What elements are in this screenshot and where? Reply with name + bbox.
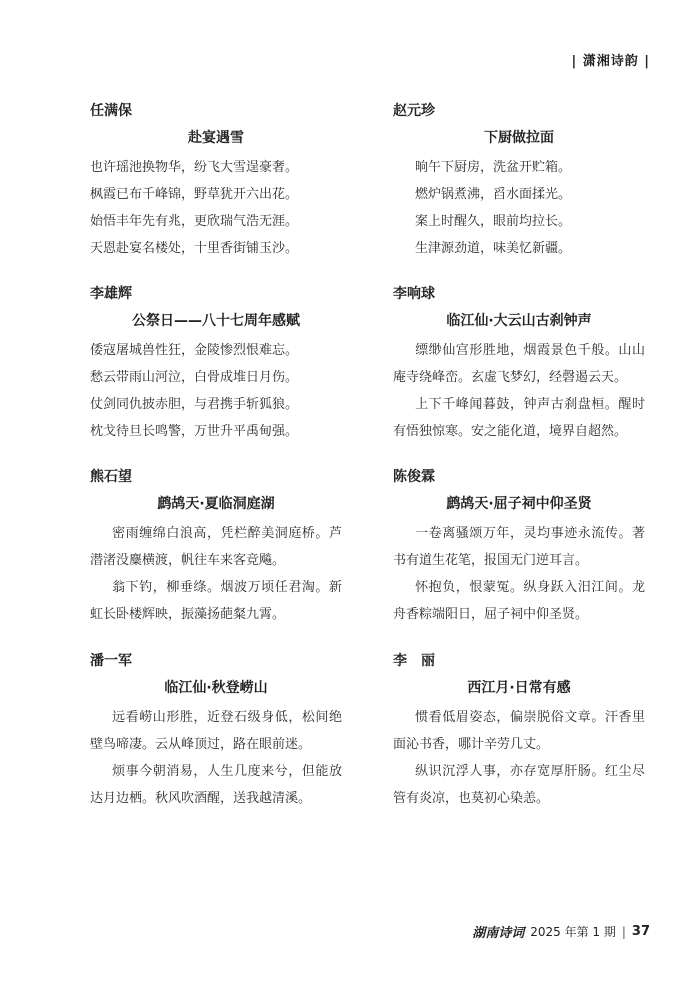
footer-divider: | (621, 924, 626, 939)
poem (90, 283, 342, 445)
poem-line: 仗剑同仇披赤胆，与君携手斩狐狼。 (90, 397, 299, 412)
poem-author: 赵元珍 (393, 103, 435, 119)
poem (393, 466, 645, 628)
poem-title: 鹧鸪天·屈子祠中仰圣贤 (446, 496, 592, 512)
poem-title: 临江仙·大云山古刹钟声 (446, 313, 592, 329)
poem-title: 鹧鸪天·夏临洞庭湖 (157, 496, 275, 512)
poem-line: 枕戈待旦长鸣警，万世升平禹甸强。 (90, 424, 299, 439)
poem (90, 100, 342, 262)
poem-author: 陈俊霖 (393, 469, 435, 485)
poem-line: 天恩赴宴名楼处，十里香街铺玉沙。 (90, 241, 299, 256)
poem-title: 西江月·日常有感 (467, 680, 571, 696)
poem-author: 李响球 (393, 286, 435, 302)
magazine-logo: 湖南诗词 (472, 926, 525, 941)
poem-author: 李雄辉 (90, 286, 132, 302)
page-footer (472, 922, 650, 941)
poem (90, 466, 342, 628)
poem-stanza: 翁下钓，柳垂绦。烟波万顷任君淘。新虹长卧楼辉映，振藻扬葩粲九霄。 (90, 580, 342, 622)
poem-line: 也许瑶池换物华，纷飞大雪逞豪奢。 (90, 160, 299, 175)
poem-author: 任满保 (90, 103, 132, 119)
poem-author: 熊石望 (90, 469, 132, 485)
poem-line: 晌午下厨房，洗盆开贮箱。 (415, 160, 572, 175)
poem-stanza: 纵识沉浮人事，亦存宽厚肝肠。红尘尽管有炎凉，也莫初心染恙。 (393, 764, 645, 806)
poem-author: 潘一军 (90, 653, 132, 669)
poem-stanza: 烦事今朝消易，人生几度来兮，但能放达月边栖。秋风吹酒醒，送我越清溪。 (90, 764, 342, 806)
poem-title: 下厨做拉面 (484, 130, 554, 146)
poem-stanza: 一卷离骚颂万年，灵均事迹永流传。著书有道生花笔，报国无门逆耳言。 (393, 526, 645, 568)
poem-line: 生津源劲道，味美忆新疆。 (415, 241, 572, 256)
poem-line: 始悟丰年先有兆，更欣瑞气浩无涯。 (90, 214, 299, 229)
poem-title: 公祭日——八十七周年感赋 (132, 313, 300, 329)
poem (90, 650, 342, 812)
poem-stanza: 怀抱负，恨蒙冤。纵身跃入汨江间。龙舟香粽端阳日，屈子祠中仰圣贤。 (393, 580, 645, 622)
section-header: | 潇湘诗韵 | (571, 54, 650, 69)
page-number: 37 (631, 924, 650, 939)
poem-line: 案上时醒久，眼前均拉长。 (415, 214, 572, 229)
poem-line: 枫霞已布千峰锦，野草犹开六出花。 (90, 187, 299, 202)
poem-stanza: 远看崂山形胜，近登石级身低，松间绝壁鸟啼凄。云从峰顶过，路在眼前迷。 (90, 710, 342, 752)
issue-label: 2025 年第 1 期 (530, 925, 616, 939)
poem-title: 临江仙·秋登崂山 (164, 680, 268, 696)
poem-stanza: 上下千峰闻暮鼓，钟声古刹盘桓。醒时有悟独惊寒。安之能化道，境界自超然。 (393, 397, 645, 439)
poem-stanza: 缥缈仙宫形胜地，烟霞景色千般。山山庵寺绕峰峦。玄虚飞梦幻，经磬遏云天。 (393, 343, 645, 385)
poem-title: 赴宴遇雪 (188, 130, 244, 146)
poem-line: 愁云带雨山河泣，白骨成堆日月伤。 (90, 370, 299, 385)
poem (393, 283, 645, 445)
poem-stanza: 密雨缠绵白浪高，凭栏醉美洞庭桥。芦潜渚没麋横渡，帆往车来客竞飚。 (90, 526, 342, 568)
poem (393, 100, 645, 262)
poem (393, 650, 645, 812)
poem-line: 倭寇屠城兽性狂，金陵惨烈恨难忘。 (90, 343, 299, 358)
poem-line: 燃炉锅煮沸，舀水面揉光。 (415, 187, 572, 202)
poem-stanza: 惯看低眉姿态，偏崇脱俗文章。汗香里面沁书香，哪计辛劳几丈。 (393, 710, 645, 752)
poem-author: 李 丽 (393, 653, 435, 669)
